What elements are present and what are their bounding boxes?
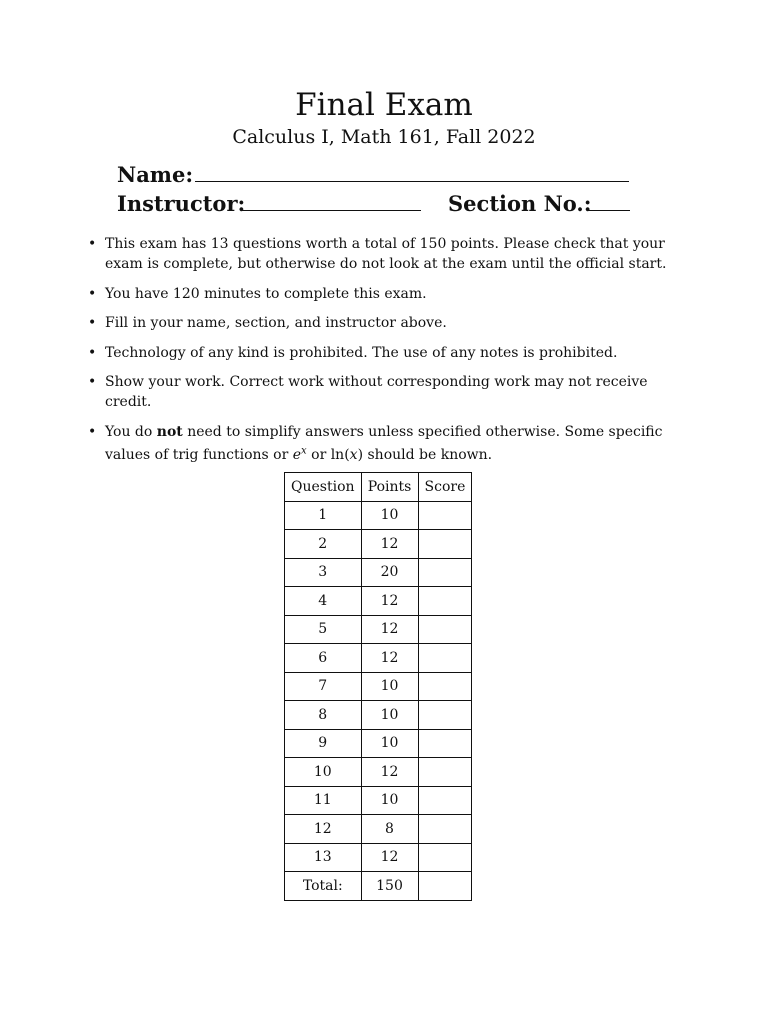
math-e: e: [292, 447, 302, 464]
score-cell[interactable]: [418, 701, 472, 730]
course-subtitle: Calculus I, Math 161, Fall 2022: [232, 126, 536, 148]
question-points: 10: [361, 729, 418, 758]
math-x: x: [349, 447, 358, 464]
question-points: 10: [361, 701, 418, 730]
bullet-icon: •: [88, 285, 97, 302]
question-number: 1: [285, 501, 362, 530]
score-table-body: [285, 501, 472, 900]
total-row: [285, 872, 472, 901]
question-points: 10: [361, 501, 418, 530]
instruction-item: [88, 372, 688, 412]
name-blank-line[interactable]: [195, 181, 629, 182]
question-points: 10: [361, 672, 418, 701]
table-row: [285, 701, 472, 730]
instruction-item: [88, 343, 688, 363]
instructor-blank-line[interactable]: [241, 210, 421, 211]
question-points: 20: [361, 558, 418, 587]
question-number: 2: [285, 530, 362, 559]
math-exponent: x: [301, 445, 307, 457]
question-number: 10: [285, 758, 362, 787]
instruction-text: Show your work. Correct work without corresponding work may not receive credit.: [105, 374, 648, 410]
question-number: 7: [285, 672, 362, 701]
table-row: [285, 729, 472, 758]
instructor-label: Instructor:: [117, 191, 246, 216]
table-row: [285, 672, 472, 701]
table-row: [285, 843, 472, 872]
question-number: 11: [285, 786, 362, 815]
table-row: [285, 558, 472, 587]
section-blank-line[interactable]: [587, 210, 630, 211]
total-points: 150: [361, 872, 418, 901]
table-row: [285, 644, 472, 673]
score-cell[interactable]: [418, 644, 472, 673]
question-number: 13: [285, 843, 362, 872]
instruction-item: [88, 234, 688, 274]
question-number: 5: [285, 615, 362, 644]
question-points: 12: [361, 530, 418, 559]
score-cell[interactable]: [418, 672, 472, 701]
instruction-item: [88, 313, 688, 333]
instruction-text: You have 120 minutes to complete this exam.: [105, 285, 427, 302]
instruction-text-pre: You do: [105, 423, 157, 440]
table-row: [285, 587, 472, 616]
question-number: 6: [285, 644, 362, 673]
score-cell[interactable]: [418, 615, 472, 644]
instruction-text: This exam has 13 questions worth a total of 150 points. Please check that your exam is complete, but otherwise do not look at the exam until the official start.: [105, 236, 667, 272]
question-number: 12: [285, 815, 362, 844]
column-header-score: Score: [418, 473, 472, 502]
question-number: 9: [285, 729, 362, 758]
score-cell[interactable]: [418, 729, 472, 758]
bullet-icon: •: [88, 344, 97, 361]
question-points: 12: [361, 644, 418, 673]
exam-title: Final Exam: [295, 87, 473, 123]
total-score-cell[interactable]: [418, 872, 472, 901]
bullet-icon: •: [88, 374, 97, 390]
name-label: Name:: [117, 162, 194, 187]
table-row: [285, 530, 472, 559]
question-points: 10: [361, 786, 418, 815]
section-label: Section No.:: [448, 191, 592, 216]
instruction-text: [105, 424, 662, 464]
column-header-question: Question: [285, 473, 362, 502]
question-number: 4: [285, 587, 362, 616]
column-header-points: Points: [361, 473, 418, 502]
table-header-row: [285, 473, 472, 502]
question-points: 12: [361, 843, 418, 872]
score-cell[interactable]: [418, 786, 472, 815]
score-cell[interactable]: [418, 843, 472, 872]
instruction-emphasis: not: [156, 423, 183, 440]
question-points: 8: [361, 815, 418, 844]
question-points: 12: [361, 758, 418, 787]
instruction-text: Fill in your name, section, and instructor above.: [105, 315, 447, 331]
score-cell[interactable]: [418, 558, 472, 587]
question-number: 3: [285, 558, 362, 587]
question-number: 8: [285, 701, 362, 730]
bullet-icon: •: [88, 315, 97, 331]
instruction-item: [88, 284, 688, 304]
table-row: [285, 615, 472, 644]
bullet-icon: •: [88, 236, 97, 252]
score-cell[interactable]: [418, 530, 472, 559]
instruction-text-post: need to simplify answers unless specified otherwise. Some specific values of trig functions or: [105, 423, 663, 464]
instruction-text: Technology of any kind is prohibited. The use of any notes is prohibited.: [105, 344, 618, 361]
instruction-text-mid: or ln(: [306, 447, 350, 464]
question-points: 12: [361, 587, 418, 616]
instructions-list: [88, 234, 688, 475]
instruction-text-end: ) should be known.: [357, 447, 493, 464]
instruction-item: [88, 422, 688, 466]
score-cell[interactable]: [418, 758, 472, 787]
total-label: Total:: [285, 872, 362, 901]
score-cell[interactable]: [418, 815, 472, 844]
table-row: [285, 501, 472, 530]
score-table: [284, 472, 472, 901]
bullet-icon: •: [88, 423, 97, 440]
table-row: [285, 786, 472, 815]
score-cell[interactable]: [418, 587, 472, 616]
table-row: [285, 758, 472, 787]
question-points: 12: [361, 615, 418, 644]
table-row: [285, 815, 472, 844]
score-cell[interactable]: [418, 501, 472, 530]
